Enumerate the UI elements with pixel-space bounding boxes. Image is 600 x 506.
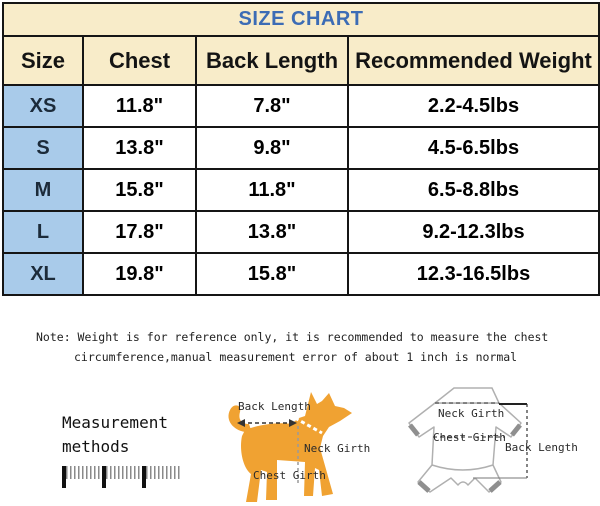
weight-cell: 12.3-16.5lbs bbox=[348, 253, 599, 295]
back-length-cell: 13.8" bbox=[196, 211, 348, 253]
column-header-chest: Chest bbox=[83, 36, 196, 85]
table-title: SIZE CHART bbox=[3, 3, 599, 36]
garment-collar bbox=[435, 388, 499, 403]
ruler-minor-ticks bbox=[62, 466, 180, 479]
size-cell: L bbox=[3, 211, 83, 253]
chest-cell: 11.8" bbox=[83, 85, 196, 127]
garment-neck-girth-label: Neck Girth bbox=[438, 407, 505, 420]
table-row-m bbox=[3, 169, 599, 211]
table-row-l bbox=[3, 211, 599, 253]
garment-chest-girth-label: Chest Girth bbox=[433, 431, 506, 444]
note-text bbox=[36, 327, 576, 367]
size-cell: XL bbox=[3, 253, 83, 295]
weight-cell: 9.2-12.3lbs bbox=[348, 211, 599, 253]
size-cell: S bbox=[3, 127, 83, 169]
measurement-methods-block bbox=[62, 411, 202, 488]
column-header-recommended-weight: Recommended Weight bbox=[348, 36, 599, 85]
garment-back-length-label: Back Length bbox=[505, 441, 578, 454]
back-length-cell: 15.8" bbox=[196, 253, 348, 295]
size-cell: M bbox=[3, 169, 83, 211]
size-cell: XS bbox=[3, 85, 83, 127]
chest-cell: 19.8" bbox=[83, 253, 196, 295]
measurement-methods-label-2: methods bbox=[62, 437, 130, 456]
note-line-1: Note: Weight is for reference only, it is recommended to measure the chest bbox=[36, 330, 549, 344]
column-header-size: Size bbox=[3, 36, 83, 85]
dog-chest-girth-label: Chest Girth bbox=[253, 469, 326, 482]
table-title-row bbox=[3, 3, 599, 36]
column-header-back-length: Back Length bbox=[196, 36, 348, 85]
ruler-major-tick bbox=[142, 466, 146, 488]
ruler-icon bbox=[62, 466, 180, 488]
note-line-2: circumference,manual measurement error of about 1 inch is normal bbox=[74, 350, 518, 364]
ruler-major-tick bbox=[62, 466, 66, 488]
back-length-cell: 7.8" bbox=[196, 85, 348, 127]
dog-measurement-illustration bbox=[225, 378, 400, 506]
table-row-s bbox=[3, 127, 599, 169]
table-row-xl bbox=[3, 253, 599, 295]
measurement-methods-label-1: Measurement bbox=[62, 413, 168, 432]
weight-cell: 4.5-6.5lbs bbox=[348, 127, 599, 169]
table-header-row bbox=[3, 36, 599, 85]
chest-cell: 17.8" bbox=[83, 211, 196, 253]
table-row-xs bbox=[3, 85, 599, 127]
weight-cell: 6.5-8.8lbs bbox=[348, 169, 599, 211]
back-length-cell: 9.8" bbox=[196, 127, 348, 169]
dog-back-length-label: Back Length bbox=[238, 400, 311, 413]
size-chart-table bbox=[2, 2, 600, 296]
ruler-major-tick bbox=[102, 466, 106, 488]
chest-cell: 13.8" bbox=[83, 127, 196, 169]
dog-neck-girth-label: Neck Girth bbox=[304, 442, 371, 455]
chest-cell: 15.8" bbox=[83, 169, 196, 211]
garment-measurement-illustration bbox=[393, 378, 598, 506]
back-length-cell: 11.8" bbox=[196, 169, 348, 211]
weight-cell: 2.2-4.5lbs bbox=[348, 85, 599, 127]
